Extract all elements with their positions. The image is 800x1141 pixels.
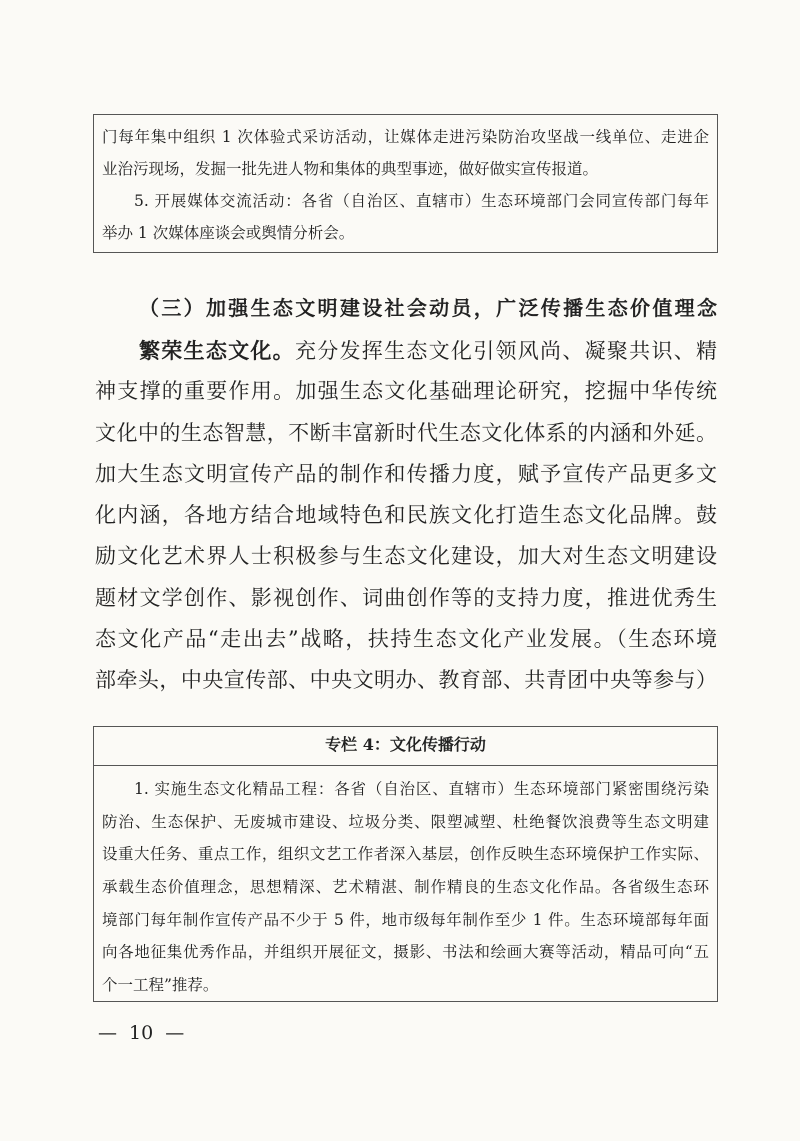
paragraph-lead: 繁荣生态文化。 bbox=[139, 338, 295, 363]
box1-line: 5. 开展媒体交流活动：各省（自治区、直辖市）生态环境部门会同宣传部门每年 bbox=[134, 192, 709, 210]
body-paragraph bbox=[95, 330, 717, 702]
body-text: 充分发挥生态文化引领风尚、凝聚共识、精 bbox=[294, 339, 718, 363]
box2-line: 个一工程”推荐。 bbox=[102, 976, 219, 995]
box2-line: 设重大任务、重点工作，组织文艺工作者深入基层，创作反映生态环境保护工作实际、 bbox=[102, 845, 709, 864]
body-line: 部牵头，中央宣传部、中央文明办、教育部、共青团中央等参与） bbox=[95, 668, 717, 693]
box2-line: 承载生态价值理念，思想精深、艺术精湛、制作精良的生态文化作品。各省级生态环 bbox=[102, 878, 709, 897]
page-number: — 10 — bbox=[98, 1022, 185, 1044]
box-media-activities bbox=[93, 114, 718, 253]
box-title: 专栏 4：文化传播行动 bbox=[94, 727, 717, 766]
body-line bbox=[95, 330, 717, 371]
body-line: 题材文学创作、影视创作、词曲创作等的支持力度，推进优秀生 bbox=[95, 585, 717, 610]
body-line: 态文化产品“走出去”战略，扶持生态文化产业发展。（生态环境 bbox=[95, 627, 717, 652]
box1-line: 业治污现场，发掘一批先进人物和集体的典型事迹，做好做实宣传报道。 bbox=[102, 160, 599, 178]
body-line: 加大生态文明宣传产品的制作和传播力度，赋予宣传产品更多文 bbox=[95, 461, 717, 486]
section-heading: （三）加强生态文明建设社会动员，广泛传播生态价值理念 bbox=[139, 296, 717, 320]
box2-line: 防治、生态保护、无废城市建设、垃圾分类、限塑减塑、杜绝餐饮浪费等生态文明建 bbox=[102, 812, 709, 831]
box-body bbox=[94, 766, 717, 1002]
body-line: 化内涵，各地方结合地域特色和民族文化打造生态文化品牌。鼓 bbox=[95, 503, 717, 528]
body-line: 励文化艺术界人士积极参与生态文化建设，加大对生态文明建设 bbox=[95, 544, 717, 569]
box2-line: 境部门每年制作宣传产品不少于 5 件，地市级每年制作至少 1 件。生态环境部每年面 bbox=[102, 910, 709, 929]
box-culture-action bbox=[93, 726, 718, 1002]
box1-line: 举办 1 次媒体座谈会或舆情分析会。 bbox=[102, 224, 355, 242]
box1-line: 门每年集中组织 1 次体验式采访活动，让媒体走进污染防治攻坚战一线单位、走进企 bbox=[102, 128, 709, 146]
body-line: 文化中的生态智慧，不断丰富新时代生态文化体系的内涵和外延。 bbox=[95, 420, 717, 445]
box2-line: 1. 实施生态文化精品工程：各省（自治区、直辖市）生态环境部门紧密围绕污染 bbox=[134, 780, 709, 798]
box2-line: 向各地征集优秀作品，并组织开展征文，摄影、书法和绘画大赛等活动，精品可向“五 bbox=[102, 943, 709, 962]
body-line: 神支撑的重要作用。加强生态文化基础理论研究，挖掘中华传统 bbox=[95, 379, 717, 404]
